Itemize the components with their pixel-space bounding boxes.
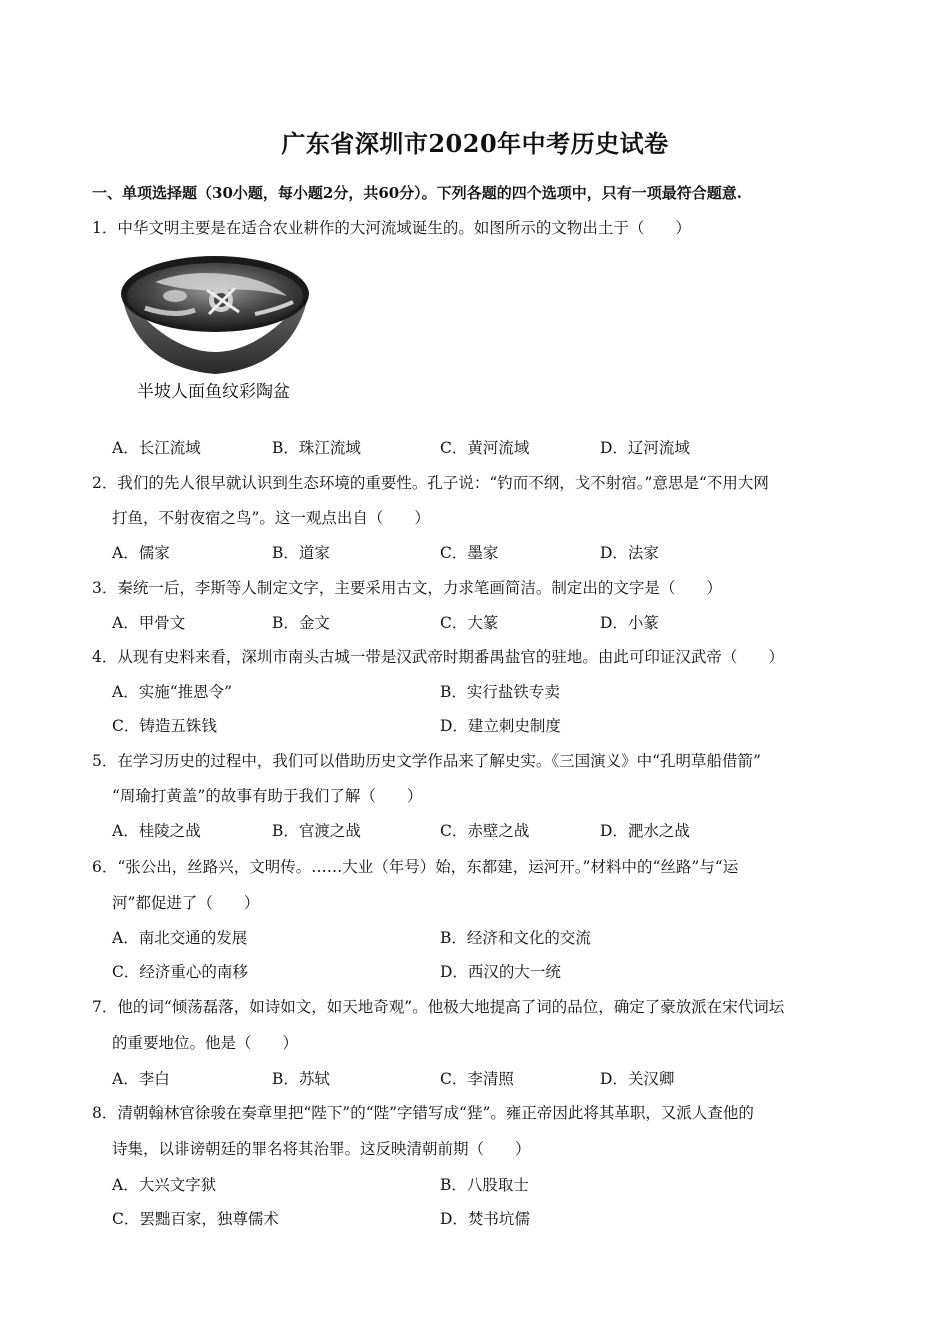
q2-option-a: A．儒家 xyxy=(112,544,170,562)
q8-option-d: D．焚书坑儒 xyxy=(440,1210,530,1228)
q6-option-b: B．经济和文化的交流 xyxy=(440,929,591,947)
q3-option-b: B．金文 xyxy=(272,614,330,632)
q8-option-b: B．八股取士 xyxy=(440,1176,529,1194)
q5-option-b: B．官渡之战 xyxy=(272,822,361,840)
question-8-text: 8．清朝翰林官徐骏在奏章里把“陛下”的“陛”字错写成“狴”。雍正帝因此将其革职，又派人查他的 xyxy=(92,1104,754,1122)
question-6-text: 6．“张公出，丝路兴，文明传。……大业（年号）始，东都建，运河开。”材料中的“丝路”与“运 xyxy=(92,858,739,876)
question-2-text-cont: 打鱼，不射夜宿之鸟”。这一观点出自（ ） xyxy=(112,509,430,527)
q2-option-c: C．墨家 xyxy=(440,544,499,562)
question-5-text-cont: “周瑜打黄盖”的故事有助于我们了解（ ） xyxy=(112,787,423,805)
q5-option-d: D．淝水之战 xyxy=(600,822,690,840)
q1-option-d: D．辽河流域 xyxy=(600,439,690,457)
question-8-text-cont: 诗集，以诽谤朝廷的罪名将其治罪。这反映清朝前期（ ） xyxy=(112,1140,531,1158)
question-7-text: 7．他的词“倾荡磊落，如诗如文，如天地奇观”。他极大地提高了词的品位，确定了豪放派在宋代词坛 xyxy=(92,998,785,1016)
q4-option-c: C．铸造五铢钱 xyxy=(112,717,217,735)
question-6-text-cont: 河”都促进了（ ） xyxy=(112,894,260,912)
q6-option-a: A．南北交通的发展 xyxy=(112,929,248,947)
question-1-text: 1．中华文明主要是在适合农业耕作的大河流域诞生的。如图所示的文物出土于（ ） xyxy=(92,219,691,237)
q3-option-d: D．小篆 xyxy=(600,614,659,632)
question-5-text: 5．在学习历史的过程中，我们可以借助历史文学作品来了解史实。《三国演义》中“孔明草船借箭” xyxy=(92,752,761,770)
q4-option-a: A．实施“推恩令” xyxy=(112,683,233,701)
q1-option-c: C．黄河流域 xyxy=(440,439,530,457)
q1-option-b: B．珠江流域 xyxy=(272,439,361,457)
q1-option-a: A．长江流域 xyxy=(112,439,201,457)
q3-option-a: A．甲骨文 xyxy=(112,614,186,632)
q5-option-a: A．桂陵之战 xyxy=(112,822,201,840)
question-7-text-cont: 的重要地位。他是（ ） xyxy=(112,1034,299,1052)
q7-option-c: C．李清照 xyxy=(440,1070,514,1088)
q6-option-d: D．西汉的大一统 xyxy=(440,963,561,981)
q6-option-c: C．经济重心的南移 xyxy=(112,963,248,981)
section-heading: 一、单项选择题（30小题，每小题2分，共60分）。下列各题的四个选项中，只有一项最符合题意. xyxy=(92,184,742,202)
q3-option-c: C．大篆 xyxy=(440,614,499,632)
q7-option-a: A．李白 xyxy=(112,1070,170,1088)
q4-option-d: D．建立刺史制度 xyxy=(440,717,561,735)
question-4-text: 4．从现有史料来看，深圳市南头古城一带是汉武帝时期番禺盐官的驻地。由此可印证汉武帝（ ） xyxy=(92,648,784,666)
q7-option-b: B．苏轼 xyxy=(272,1070,330,1088)
figure-caption: 半坡人面鱼纹彩陶盆 xyxy=(137,382,290,402)
q4-option-b: B．实行盐铁专卖 xyxy=(440,683,560,701)
page-title: 广东省深圳市2020年中考历史试卷 xyxy=(281,129,669,158)
question-2-text: 2．我们的先人很早就认识到生态环境的重要性。孔子说：“钓而不纲，戈不射宿。”意思是“不用大网 xyxy=(92,474,769,492)
q7-option-d: D．关汉卿 xyxy=(600,1070,675,1088)
q2-option-b: B．道家 xyxy=(272,544,330,562)
question-3-text: 3．秦统一后，李斯等人制定文字，主要采用古文，力求笔画简洁。制定出的文字是（ ） xyxy=(92,579,722,597)
q8-option-c: C．罢黜百家，独尊儒术 xyxy=(112,1210,279,1228)
q5-option-c: C．赤壁之战 xyxy=(440,822,530,840)
q2-option-d: D．法家 xyxy=(600,544,659,562)
q8-option-a: A．大兴文字狱 xyxy=(112,1176,217,1194)
